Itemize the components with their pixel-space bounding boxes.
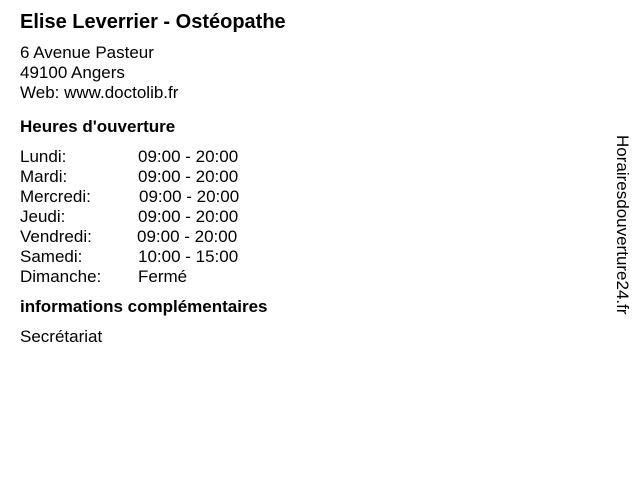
hours-row-tuesday [20, 167, 580, 187]
hours-row-friday [20, 227, 580, 247]
business-name: Elise Leverrier - Ostéopathe [20, 11, 286, 33]
time-value: 09:00 - 20:00 [138, 207, 239, 226]
day-label: Jeudi: [20, 207, 66, 226]
time-value: 10:00 - 15:00 [138, 247, 239, 266]
hours-row-saturday [20, 247, 580, 267]
time-value: 09:00 - 20:00 [137, 227, 238, 246]
opening-hours-table [20, 147, 580, 287]
address-city: 49100 Angers [20, 63, 125, 82]
hours-row-sunday [20, 267, 580, 287]
day-label: Mercredi: [20, 187, 91, 206]
day-label: Lundi: [20, 147, 67, 166]
time-value: Fermé [138, 267, 188, 286]
site-watermark: Horairesdouverture24.fr [613, 135, 632, 315]
business-card [20, 10, 580, 347]
address-street: 6 Avenue Pasteur [20, 43, 154, 62]
opening-hours-heading: Heures d'ouverture [20, 117, 176, 136]
hours-row-wednesday [20, 187, 580, 207]
hours-row-monday [20, 147, 580, 167]
website-link[interactable]: Web: www.doctolib.fr [20, 83, 179, 102]
address-block [20, 43, 580, 103]
time-value: 09:00 - 20:00 [139, 187, 240, 206]
additional-info-heading: informations complémentaires [20, 297, 268, 316]
day-label: Samedi: [20, 247, 83, 266]
hours-row-thursday [20, 207, 580, 227]
day-label: Vendredi: [20, 227, 92, 246]
time-value: 09:00 - 20:00 [138, 167, 239, 186]
day-label: Mardi: [20, 167, 68, 186]
day-label: Dimanche: [20, 267, 102, 286]
time-value: 09:00 - 20:00 [138, 147, 239, 166]
additional-info-item: Secrétariat [20, 327, 103, 346]
